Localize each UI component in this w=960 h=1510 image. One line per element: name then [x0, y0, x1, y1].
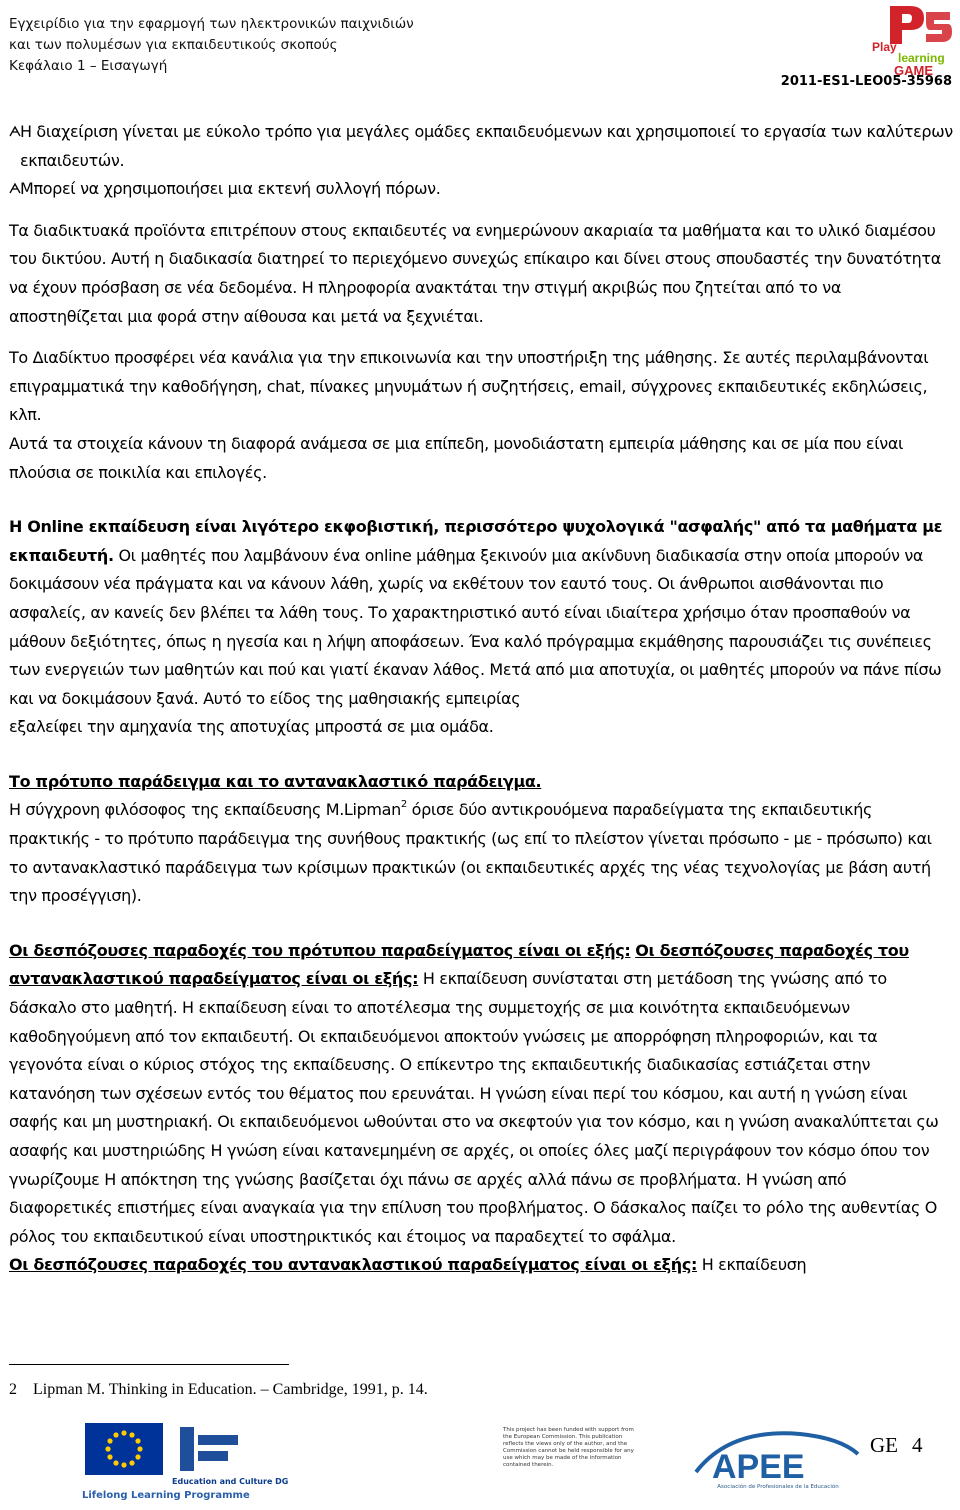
document-body [9, 118, 954, 1280]
page-number [870, 1433, 923, 1458]
paragraph-assumptions [9, 937, 954, 1252]
paragraph-lipman-text-a: Η σύγχρονη φιλόσοφος της εκπαίδευσης Μ.Lipman [9, 800, 401, 820]
bullet-text: Μπορεί να χρησιμοποιήσει μια εκτενή συλλογή πόρων. [20, 179, 441, 199]
logo-play-text: Play [872, 40, 897, 54]
paragraph-reflective-assumptions [9, 1251, 954, 1280]
logo-learning-text: learning [898, 51, 945, 65]
header-title-line-1: Εγχειρίδιο για την εφαρμογή των ηλεκτρονικών παιχνιδιών [9, 16, 414, 32]
page-label: GE [870, 1433, 898, 1457]
paragraph-online-text: Οι μαθητές που λαμβάνουν ένα online μάθημα ξεκινούν μια ακίνδυνη διαδικασία στην οποία μπορούν να δοκιμάσουν νέα πράγματα και να κάνουν λάθη, χωρίς να εκθέτουν τον εαυτό τους. Οι άνθρωποι αισθάνονται πιο ασφαλείς, αν κανείς δεν βλέπει τα λάθη τους. Το χαρακτηριστικό αυτό είναι ιδιαίτερα χρήσιμο όταν προσπαθούν να μάθουν δεξιότητες, όπως η ηγεσία και η λήψη αποφάσεων. Ένα καλό πρόγραμμα εκμάθησης παρουσιάζει τις συνέπειες των ενεργειών των μαθητών και πού και γιατί έκαναν λάθος. Μετά από μια αποτυχία, οι μαθητές μπορούν να πάνε πίσω και να δοκιμάσουν ξανά. Αυτό το είδος της μαθησιακής εμπειρίας [9, 545, 942, 708]
footnote-reference: 2 [400, 799, 407, 811]
funding-disclaimer: This project has been funded with support from the European Commission. This publication reflects the views only of the author, and the Commission cannot be held responsible for any use which may be made of the information contained therein. [503, 1427, 634, 1468]
logo-game-text: GAME [894, 63, 933, 76]
project-code: 2011-ES1-LEO05-35968 [780, 74, 952, 89]
play-learning-game-logo [858, 4, 954, 76]
bullet-text: Η διαχείριση γίνεται με εύκολο τρόπο για μεγάλες ομάδες εκπαιδευόμενων και χρησιμοποιεί το εργασία των καλύτερων εκπαιδευτών. [20, 122, 953, 170]
reflective-assumptions-heading: Οι δεσπόζουσες παραδοχές του αντανακλαστικού παραδείγματος είναι οι εξής: [9, 1255, 697, 1275]
footnote-number: 2 [9, 1381, 17, 1398]
apee-name: APEE [712, 1448, 805, 1486]
header-chapter: Κεφάλαιο 1 – Εισαγωγή [9, 58, 168, 74]
bullet-item [9, 118, 954, 175]
lifelong-learning-programme: Lifelong Learning Programme [82, 1490, 250, 1501]
paragraph-web-products: Τα διαδικτυακά προϊόντα επιτρέπουν στους εκπαιδευτές να ενημερώνουν ακαριαία τα μαθήματα και το υλικό διαμέσου του δικτύου. Αυτή η διαδικασία διατηρεί το περιεχόμενο συνεχώς επίκαιρο και δίνει στους σπουδαστές την δυνατότητα να έχουν πρόσβαση σε νέα δεδομένα. Η πληροφορία ανακτάται την στιγμή ακριβώς που ζητείται από το να αποστηθίζεται μια φορά στην αίθουσα και μετά να ξεχνιέται. [9, 220, 941, 326]
section-heading-paradigms: Το πρότυπο παράδειγμα και το αντανακλαστικό παράδειγμα. [9, 771, 542, 791]
paragraph-internet-channels: Το Διαδίκτυο προσφέρει νέα κανάλια για την επικοινωνία και την υποστήριξη της μάθησης. Σε αυτές περιλαμβάνονται επιγραμματικά την καθοδήγηση, chat, πίνακες μηνυμάτων ή συζητήσεις, email, σύγχρονες εκπαιδευτικές εκδηλώσεις, κλπ. [9, 348, 929, 425]
header-title-line-2: και των πολυμέσων για εκπαιδευτικούς σκοπούς [9, 37, 338, 53]
footnote-text: Lipman M. Thinking in Education. – Cambridge, 1991, p. 14. [33, 1381, 428, 1398]
eu-label: Education and Culture DG [172, 1477, 289, 1486]
paragraph-online-education [9, 513, 954, 713]
footnote-separator [9, 1364, 289, 1365]
assumptions-standard-heading: Οι δεσπόζουσες παραδοχές του πρότυπου παραδείγματος είναι οι εξής: [9, 940, 631, 960]
page-number-value: 4 [912, 1433, 923, 1457]
paragraph-online-last-line: εξαλείφει την αμηχανία της αποτυχίας μπροστά σε μια ομάδα. [9, 717, 494, 737]
footnote [9, 1381, 428, 1399]
pen-bullet-icon [9, 118, 20, 175]
apee-subtitle: Asociación de Profesionales de la Educación [717, 1484, 839, 1490]
reflective-assumptions-text: Η εκπαίδευση [697, 1255, 807, 1275]
paragraph-lipman [9, 796, 954, 910]
paragraph-lipman-text-b: όρισε δύο αντικρουόμενα παραδείγματα της εκπαιδευτικής πρακτικής - το πρότυπο παράδειγμα της συνήθους πρακτικής (ως επί το πλείστον γίνεται πρόσωπο - με - πρόσωπο) και το αντανακλαστικό παράδειγμα των κρίσιμων πρακτικών (οι εκπαιδευτικές αρχές της νέας τεχνολογίας με βάση αυτή την προσέγγιση). [9, 800, 932, 906]
eu-flag-logo [85, 1423, 163, 1475]
paragraph-learning-experience: Αυτά τα στοιχεία κάνουν τη διαφορά ανάμεσα σε μια επίπεδη, μονοδιάστατη εμπειρία μάθησης και σε μία που είναι πλούσια σε ποικιλία και επιλογές. [9, 433, 904, 482]
assumptions-reflective-heading: Οι δεσπόζουσες παραδοχές του αντανακλαστικού παραδείγματος είναι οι εξής: [9, 940, 909, 989]
document-header [9, 14, 414, 77]
bullet-item [9, 175, 954, 204]
paragraph-online-heading: Η Online εκπαίδευση είναι λιγότερο εκφοβιστική, περισσότερο ψυχολογικά "ασφαλής" από τα μαθήματα με εκπαιδευτή. [9, 517, 943, 565]
commission-emblem [176, 1421, 296, 1481]
pen-bullet-icon [9, 175, 20, 204]
assumptions-text: Η εκπαίδευση συνίσταται στη μετάδοση της γνώσης από το δάσκαλο στο μαθητή. Η εκπαίδευση είναι το αποτέλεσμα της συμμετοχής σε μια κοινότητα εκπαιδευόμενων καθοδηγούμενη από τον εκπαιδευτή. Οι εκπαιδευόμενοι αποκτούν γνώσεις με απορρόφηση πληροφοριών, και τα γεγονότα είναι ο κύριος στόχος της εκπαίδευσης. Ο επίκεντρο της εκπαιδευτικής διαδικασίας εστιάζεται στην κατανόηση των σχέσεων εντός του θέματος που ερευνάται. Η γνώση είναι περί του κόσμου, και αυτή η γνώση είναι σαφής και μη μυστηριακή. Οι εκπαιδευόμενοι ωθούνται στο να σκεφτούν για τον κόσμο, και η γνώση ανακαλύπτεται ςω ασαφής και μυστηριώδης Η γνώση είναι κατανεμημένη σε αρχές, οι οποίες όλες μαζί περιγράφουν τον κόσμο όπου τον γνωρίζουμε Η απόκτηση της γνώσης βασίζεται όχι πάνω σε αρχές αλλά πάνω σε προβλήματα. Η γνώση από διαφορετικές επιστήμες είναι αναγκαία για την επίλυση του προβλήματος. Ο δάσκαλος παίζει το ρόλο της αυθεντίας Ο ρόλος του εκπαιδευτικού είναι υποστηρικτικός και έτοιμος να παραδεχτεί το σφάλμα. [9, 969, 939, 1246]
